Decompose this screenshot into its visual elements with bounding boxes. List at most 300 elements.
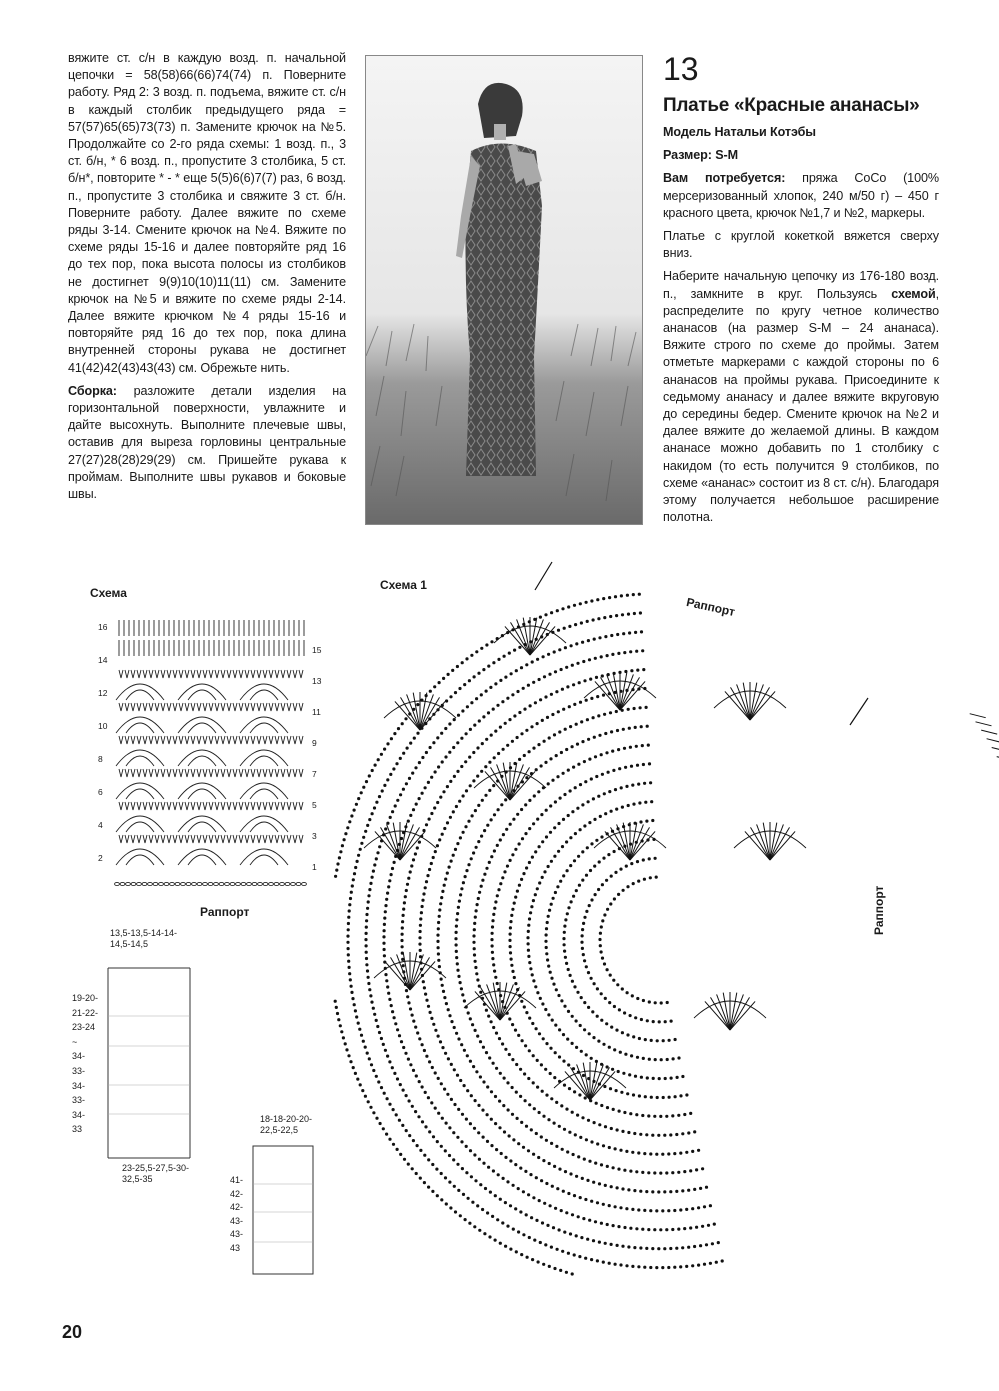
chart-symbol [565, 1071, 590, 1100]
chart-symbol [400, 1040, 403, 1043]
chart-symbol [446, 1093, 449, 1096]
chart-symbol [351, 884, 354, 887]
chart-symbol [501, 1042, 504, 1045]
chart-symbol [373, 1013, 376, 1016]
chart-symbol [155, 670, 159, 678]
chart-symbol [584, 780, 587, 783]
chart-symbol [608, 790, 611, 793]
chart-symbol [555, 1101, 558, 1104]
chart-symbol [677, 1171, 680, 1174]
chart-symbol [418, 1037, 421, 1040]
chart-symbol [559, 1269, 562, 1272]
chart-symbol [394, 1022, 397, 1025]
chart-symbol [346, 941, 349, 944]
chart-symbol [155, 736, 159, 744]
chart-symbol [480, 693, 483, 696]
chart-symbol [499, 1242, 502, 1245]
chart-symbol [617, 824, 630, 860]
chart-symbol [347, 953, 350, 956]
chart-symbol [137, 670, 141, 678]
body-size-label: 19-20- [72, 993, 99, 1003]
chart-symbol [587, 971, 590, 974]
chart-symbol [167, 769, 171, 777]
chart-symbol [577, 1215, 580, 1218]
chart-symbol [409, 870, 412, 873]
chart-symbol [487, 711, 490, 714]
chart-symbol [446, 785, 449, 788]
chart-symbol [470, 857, 473, 860]
chart-symbol [576, 743, 579, 746]
chart-symbol [657, 1247, 660, 1250]
chart-symbol [642, 668, 645, 671]
chart-symbol [493, 813, 496, 816]
chart-symbol [524, 803, 527, 806]
chart-symbol [478, 1158, 481, 1161]
chart-symbol [430, 1101, 433, 1104]
chart-symbol [587, 639, 590, 642]
chart-symbol [364, 1046, 367, 1049]
chart-symbol [482, 1080, 485, 1083]
chart-symbol [593, 1121, 596, 1124]
chart-symbol [241, 882, 246, 885]
chart-symbol [419, 949, 422, 952]
chart-symbol [126, 789, 154, 799]
chart-symbol [558, 1228, 561, 1231]
chart-symbol [524, 832, 527, 835]
chart-symbol [645, 1247, 648, 1250]
chart-symbol [491, 925, 494, 928]
chart-symbol [537, 743, 540, 746]
chart-symbol [585, 910, 588, 913]
chart-symbol [575, 723, 578, 726]
chart-symbol [526, 1256, 529, 1259]
chart-symbol [626, 991, 629, 994]
chart-symbol [383, 1092, 386, 1095]
chart-symbol [406, 747, 409, 750]
chart-symbol [703, 1205, 706, 1208]
chart-symbol [443, 884, 446, 887]
chart-symbol [528, 961, 531, 964]
chart-symbol [269, 882, 274, 885]
chart-symbol [125, 835, 129, 843]
chart-symbol [293, 802, 297, 810]
chart-symbol [164, 882, 169, 885]
chart-symbol [528, 750, 531, 753]
chart-symbol [623, 651, 626, 654]
chart-symbol [348, 972, 351, 975]
chart-symbol [227, 835, 231, 843]
chart-symbol [638, 1094, 641, 1097]
chart-symbol [443, 827, 446, 830]
chart-symbol [535, 1219, 538, 1222]
chart-symbol [473, 724, 476, 727]
chart-symbol [535, 1132, 538, 1135]
chart-symbol [263, 736, 267, 744]
chart-symbol [601, 674, 604, 677]
chart-symbol [219, 882, 224, 885]
chart-symbol [607, 853, 610, 856]
chart-symbol [567, 1010, 570, 1013]
chart-symbol [653, 1171, 656, 1174]
chart-symbol [483, 1232, 486, 1235]
chart-symbol [516, 890, 519, 893]
chart-symbol [679, 1208, 682, 1211]
chart-symbol [459, 981, 462, 984]
chart-symbol [613, 1005, 616, 1008]
chart-symbol [585, 601, 588, 604]
chart-symbol [606, 1065, 609, 1068]
chart-symbol [479, 1075, 482, 1078]
chart-symbol [392, 1108, 395, 1111]
chart-symbol [436, 1140, 439, 1143]
chart-symbol [293, 769, 297, 777]
chart-symbol [600, 1104, 603, 1107]
chart-symbol [454, 691, 457, 694]
chart-symbol [377, 758, 380, 761]
chart-symbol [499, 1198, 502, 1201]
chart-symbol [389, 773, 392, 776]
chart-symbol [477, 840, 480, 843]
chart-symbol [368, 1057, 371, 1060]
chart-symbol [503, 870, 506, 873]
chart-symbol [521, 1039, 524, 1042]
materials-text: пряжа CoCo (100% мерсеризованный хлопок, 240 м/50 г) – 450 г красного цвета, крючок №1,7 и №2, маркеры. [663, 171, 939, 220]
chart-symbol [433, 806, 436, 809]
chart-symbol [556, 885, 559, 888]
chart-symbol [685, 1151, 688, 1154]
chart-symbol [566, 912, 569, 915]
chart-symbol [625, 1207, 628, 1210]
chart-symbol [356, 860, 359, 863]
chart-symbol [561, 607, 564, 610]
chart-symbol [227, 802, 231, 810]
chart-symbol [436, 736, 439, 739]
chart-symbol [619, 1206, 622, 1209]
chart-symbol [348, 966, 351, 969]
chart-symbol [359, 848, 362, 851]
chart-symbol [536, 722, 539, 725]
chart-symbol [435, 1168, 438, 1171]
chart-symbol [269, 769, 273, 777]
chart-symbol [595, 839, 598, 842]
chart-symbol [563, 1084, 566, 1087]
chart-symbol [275, 769, 279, 777]
chart-symbol [379, 1122, 382, 1125]
chart-symbol [397, 727, 400, 730]
chart-symbol [408, 1134, 411, 1137]
chart-symbol [407, 1001, 410, 1004]
chart-symbol [669, 1247, 672, 1250]
chart-symbol [574, 832, 577, 835]
chart-symbol [263, 703, 267, 711]
chart-symbol [407, 820, 410, 823]
chart-symbol [470, 701, 473, 704]
chart-symbol [383, 748, 386, 751]
row-number-left: 14 [98, 655, 108, 665]
chart-symbol [387, 885, 390, 888]
chart-symbol [391, 810, 394, 813]
chart-symbol [469, 728, 472, 731]
chart-symbol [515, 1250, 518, 1253]
chart-symbol [567, 1252, 570, 1255]
chart-symbol [525, 729, 528, 732]
chart-symbol [462, 1193, 465, 1196]
chart-symbol [546, 958, 549, 961]
chart-symbol [701, 1167, 704, 1170]
chart-symbol [494, 682, 497, 685]
chart-symbol [529, 1173, 532, 1176]
chart-symbol [544, 613, 547, 616]
chart-symbol [612, 1166, 615, 1169]
chart-symbol [667, 1209, 670, 1212]
chart-symbol [142, 882, 147, 885]
chart-symbol [577, 855, 580, 858]
chart-symbol [567, 968, 570, 971]
chart-symbol [188, 756, 216, 766]
instr-text-b: , распределите по кругу четное количество ананасов (на размер S-M – 24 ананаса). Вяжите строго по схеме до проймы. Затем отметьте маркерами с каждой стороны по 6 ананасов на проймы рукава. Присоедините к седьмому ананасу и далее вяжите вкруговую до середины бедер. Смените крючок на №2 и далее вяжите до желаемой длины. В каждом ананасе можно добавить по 1 столбику с накидом (то есть получится 9 столбиков, по схеме «ананас» состоит из 8 ст. с/н). Благодаря этому получается небольшое расширение полотна. [663, 286, 939, 525]
chart-symbol [671, 1114, 674, 1117]
chart-symbol [395, 762, 398, 765]
chart-symbol [203, 769, 207, 777]
chart-symbol [461, 1167, 464, 1170]
chart-symbol [569, 1172, 572, 1175]
chart-symbol [590, 1057, 593, 1060]
chart-symbol [430, 776, 433, 779]
chart-symbol [126, 756, 154, 766]
chart-symbol [491, 932, 494, 935]
chart-symbol [568, 705, 571, 708]
row-number-right: 15 [312, 645, 322, 655]
chart-symbol [398, 843, 401, 846]
chart-symbol [388, 1060, 391, 1063]
chart-symbol [598, 938, 601, 941]
chart-symbol [590, 842, 593, 845]
chart-symbol [615, 614, 618, 617]
chart-symbol [467, 820, 470, 823]
chart-symbol [524, 1044, 527, 1047]
chart-symbol [430, 862, 433, 865]
chart-symbol [571, 1111, 574, 1114]
chart-symbol [545, 946, 548, 949]
chart-symbol [384, 904, 387, 907]
chart-symbol [616, 1244, 619, 1247]
chart-symbol [486, 1211, 489, 1214]
chart-symbol [574, 786, 577, 789]
chart-symbol [545, 1139, 548, 1142]
chart-symbol [536, 1086, 539, 1089]
chart-symbol [668, 1039, 671, 1042]
chart-symbol [257, 769, 261, 777]
chart-symbol [644, 1038, 647, 1041]
chart-symbol [587, 738, 590, 741]
chart-symbol [685, 1265, 688, 1268]
chart-symbol [606, 654, 609, 657]
chart-symbol [532, 822, 535, 825]
chart-symbol [519, 1095, 522, 1098]
chart-symbol [601, 773, 604, 776]
body-pattern-outline [100, 968, 200, 1168]
chart-symbol [604, 1184, 607, 1187]
chart-symbol [580, 941, 583, 944]
chart-symbol [610, 730, 613, 733]
chart-symbol [509, 933, 512, 936]
chart-symbol [412, 1069, 415, 1072]
chart-symbol [590, 599, 593, 602]
chart-symbol [483, 829, 486, 832]
chart-symbol [208, 882, 213, 885]
chart-symbol [456, 741, 459, 744]
chart-symbol [269, 703, 273, 711]
chart-symbol [663, 1134, 666, 1137]
chart-symbol [263, 835, 267, 843]
chart-symbol [589, 678, 592, 681]
chart-symbol [581, 879, 584, 882]
chart-symbol [627, 1131, 630, 1134]
chart-symbol [536, 658, 539, 661]
chart-symbol [275, 670, 279, 678]
chart-symbol [399, 793, 402, 796]
chart-symbol [630, 1054, 633, 1057]
chart-symbol [247, 882, 252, 885]
chart-symbol [403, 1158, 406, 1161]
chart-symbol [701, 1225, 704, 1228]
chart-symbol [586, 1238, 589, 1241]
chart-symbol [349, 1060, 352, 1063]
chart-symbol [442, 677, 445, 680]
chart-symbol [621, 1130, 624, 1133]
chart-symbol [598, 860, 601, 863]
chart-symbol [274, 882, 279, 885]
chart-symbol [610, 1185, 613, 1188]
chart-symbol [436, 1194, 439, 1197]
chart-symbol [575, 642, 578, 645]
chart-symbol [352, 1066, 355, 1069]
chart-symbol [137, 703, 141, 711]
chart-symbol [545, 1094, 548, 1097]
chart-symbol [745, 831, 770, 860]
chart-symbol [562, 708, 565, 711]
chart-symbol [371, 812, 374, 815]
chart-symbol [203, 835, 207, 843]
chart-symbol [581, 850, 584, 853]
chart-symbol [354, 1009, 357, 1012]
chart-symbol [522, 687, 525, 690]
chart-symbol [368, 988, 371, 991]
chart-symbol [496, 704, 499, 707]
chart-symbol [448, 1154, 451, 1157]
chart-symbol [137, 736, 141, 744]
chart-symbol [472, 1065, 475, 1068]
chart-symbol [575, 1234, 578, 1237]
chart-symbol [504, 798, 507, 801]
chart-symbol [441, 984, 444, 987]
chart-symbol [634, 726, 637, 729]
chart-symbol [600, 925, 603, 928]
chart-symbol [475, 846, 478, 849]
chart-symbol [380, 1086, 383, 1089]
chart-symbol [423, 1049, 426, 1052]
chart-symbol [592, 1181, 595, 1184]
chart-symbol [119, 802, 123, 810]
chart-symbol [691, 1207, 694, 1210]
chart-symbol [299, 802, 303, 810]
chart-symbol [383, 923, 386, 926]
chart-symbol [567, 906, 570, 909]
chart-symbol [517, 1230, 520, 1233]
chart-symbol [689, 1226, 692, 1229]
chart-symbol [540, 1135, 543, 1138]
chart-symbol [185, 703, 189, 711]
chart-symbol [350, 891, 353, 894]
chart-symbol [494, 730, 497, 733]
sleeve-size-label: 43- [230, 1215, 244, 1226]
chart-symbol [214, 882, 219, 885]
chart-symbol [560, 751, 563, 754]
chart-symbol [173, 835, 177, 843]
chart-symbol [581, 803, 584, 806]
chart-symbol [721, 1259, 724, 1262]
chart-symbol [547, 915, 550, 918]
chart-symbol [455, 956, 458, 959]
chart-symbol [505, 828, 508, 831]
chart-symbol [299, 835, 303, 843]
chart-symbol [602, 1261, 605, 1264]
chart-symbol [504, 676, 507, 679]
chart-symbol [345, 1048, 348, 1051]
chart-symbol [131, 802, 135, 810]
chart-symbol [402, 914, 405, 917]
chart-symbol [454, 848, 457, 851]
chart-symbol [488, 761, 491, 764]
chart-symbol [511, 693, 514, 696]
chart-symbol [400, 824, 413, 860]
chart-symbol [281, 835, 285, 843]
chart-symbol [570, 900, 573, 903]
chart-symbol [398, 1034, 401, 1037]
chart-symbol [392, 767, 395, 770]
chart-symbol [552, 983, 555, 986]
chart-symbol [623, 1111, 626, 1114]
chart-symbol [673, 1209, 676, 1212]
chart-symbol [450, 860, 453, 863]
chart-symbol [251, 703, 255, 711]
pattern-title: Платье «Красные ананасы» [663, 95, 920, 116]
chart-symbol [209, 736, 213, 744]
chart-symbol [625, 865, 628, 868]
chart-symbol [410, 954, 423, 990]
chart-symbol [590, 1200, 593, 1203]
chart-symbol [563, 943, 566, 946]
chart-symbol [250, 690, 278, 700]
chart-symbol [653, 1115, 656, 1118]
chart-symbol [642, 858, 645, 861]
chart-symbol [634, 1016, 637, 1019]
chart-symbol [577, 1155, 580, 1158]
chart-symbol [560, 668, 563, 671]
chart-symbol [437, 921, 440, 924]
chart-symbol [227, 769, 231, 777]
chart-symbol [457, 906, 460, 909]
chart-symbol [540, 1179, 543, 1182]
chart-symbol [545, 809, 548, 812]
chart-symbol [629, 746, 632, 749]
chart-symbol [349, 978, 352, 981]
chart-symbol [567, 1063, 570, 1066]
chart-symbol [573, 1194, 576, 1197]
chart-symbol [565, 962, 568, 965]
row-number-left: 6 [98, 787, 103, 797]
chart-symbol [476, 978, 479, 981]
